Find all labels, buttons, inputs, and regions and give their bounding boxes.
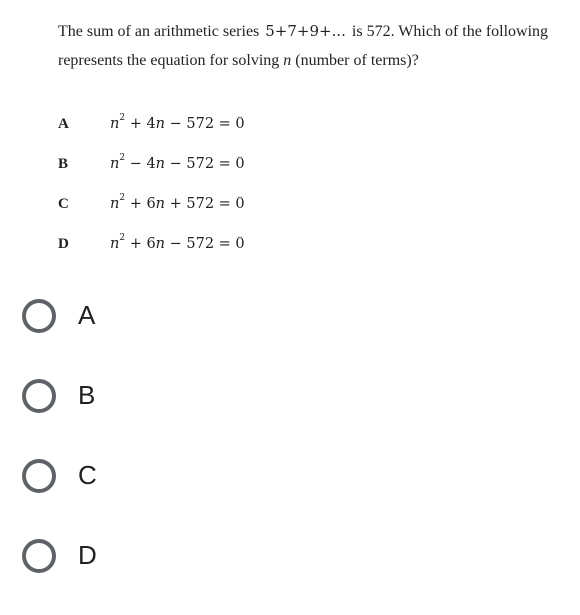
- equation-variable: n: [155, 236, 166, 252]
- answer-label-d[interactable]: D: [78, 540, 97, 570]
- question-part-3: (number of terms)?: [295, 52, 419, 69]
- answer-options: [22, 295, 97, 615]
- answer-label-a[interactable]: A: [78, 300, 96, 330]
- equation-term: − 4: [129, 156, 156, 172]
- equation-exponent: 2: [119, 153, 126, 164]
- choice-letter: A: [58, 115, 69, 132]
- choice-equation: [110, 193, 245, 212]
- question-part-2: is 572. Which of the following represents the equation for solving: [58, 23, 549, 69]
- answer-label-c[interactable]: C: [78, 460, 97, 490]
- choice-letter: C: [58, 195, 69, 212]
- equation-variable: n: [110, 236, 120, 252]
- choices-table: [58, 104, 245, 264]
- equation-term: + 4: [129, 116, 156, 132]
- equation-constant: + 572 = 0: [169, 196, 245, 212]
- choice-letter: D: [58, 235, 69, 252]
- equation-exponent: 2: [119, 193, 126, 204]
- radio-button-c[interactable]: [22, 459, 56, 493]
- equation-constant: − 572 = 0: [169, 236, 245, 252]
- answer-option-d[interactable]: [22, 535, 97, 615]
- choice-row-a: [58, 104, 245, 144]
- choice-equation: [110, 233, 245, 252]
- answer-option-b[interactable]: [22, 375, 97, 455]
- choice-row-c: [58, 184, 245, 224]
- question-part-1: The sum of an arithmetic series: [58, 23, 260, 40]
- choice-row-b: [58, 144, 245, 184]
- choice-letter: B: [58, 155, 69, 172]
- equation-variable: n: [155, 156, 166, 172]
- answer-label-b[interactable]: B: [78, 380, 96, 410]
- answer-option-a[interactable]: [22, 295, 97, 375]
- choice-row-d: [58, 224, 245, 264]
- radio-button-d[interactable]: [22, 539, 56, 573]
- radio-button-a[interactable]: [22, 299, 56, 333]
- equation-term: + 6: [129, 236, 156, 252]
- radio-button-b[interactable]: [22, 379, 56, 413]
- series-expression: 5+7+9+...: [265, 22, 346, 40]
- equation-variable: n: [110, 156, 120, 172]
- equation-term: + 6: [129, 196, 156, 212]
- equation-exponent: 2: [119, 113, 126, 124]
- choice-equation: [110, 113, 245, 132]
- equation-variable: n: [110, 196, 120, 212]
- equation-constant: − 572 = 0: [169, 116, 245, 132]
- equation-exponent: 2: [119, 233, 126, 244]
- choice-equation: [110, 153, 245, 172]
- question-variable: n: [283, 52, 292, 69]
- equation-constant: − 572 = 0: [169, 156, 245, 172]
- question-text: [58, 17, 573, 75]
- equation-variable: n: [155, 116, 166, 132]
- answer-option-c[interactable]: [22, 455, 97, 535]
- equation-variable: n: [155, 196, 166, 212]
- equation-variable: n: [110, 116, 120, 132]
